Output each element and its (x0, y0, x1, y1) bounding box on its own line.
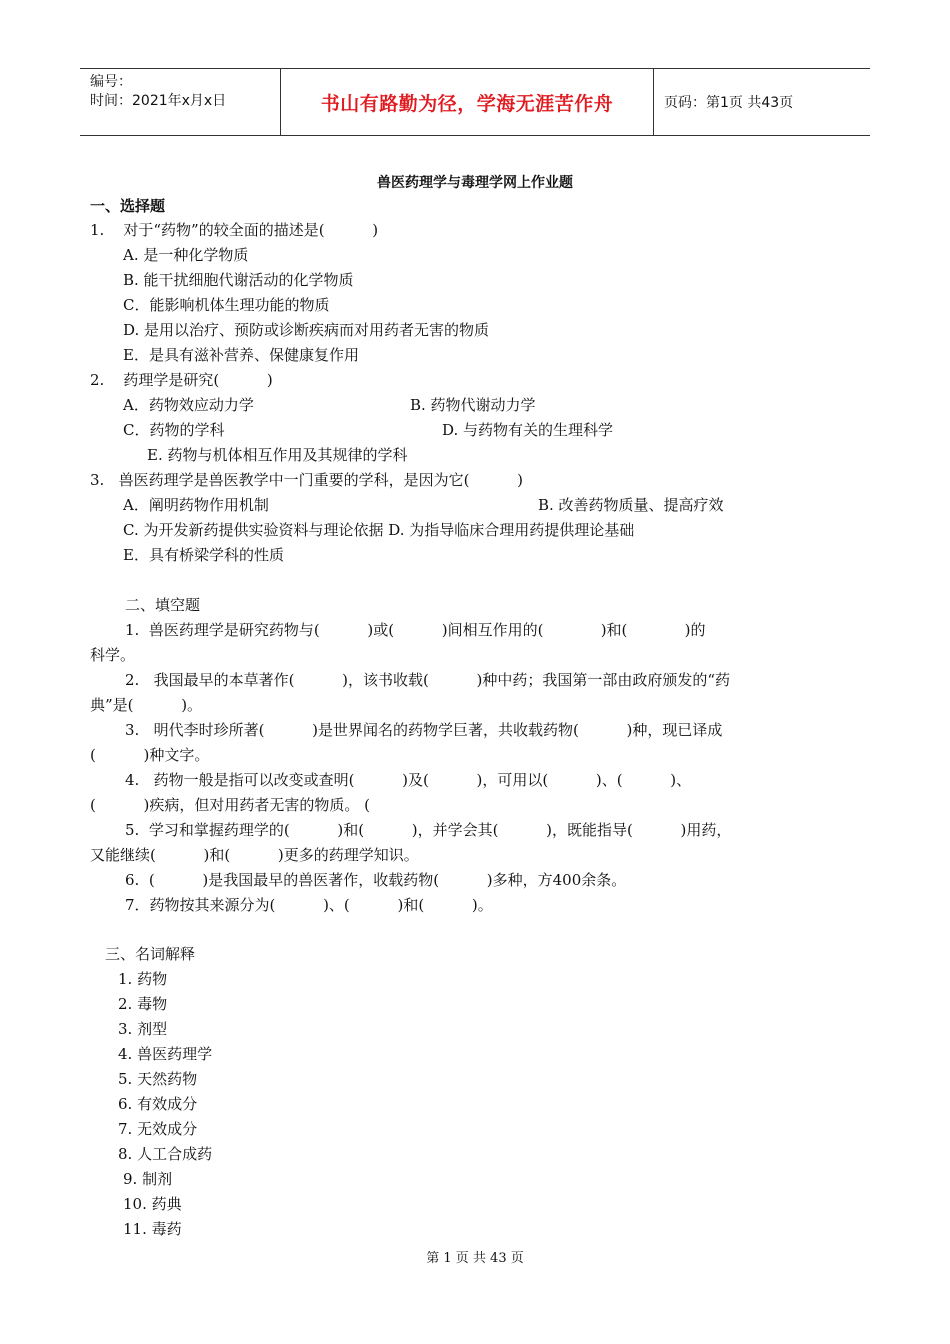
document-title: 兽医药理学与毒理学网上作业题 (377, 175, 573, 191)
term-item: 1. 药物 (118, 970, 168, 988)
time-label: 时间：2021年x月x日 (90, 93, 227, 109)
term-item: 3. 剂型 (118, 1020, 168, 1038)
fill-2-line-1: 2. 我国最早的本草著作( )，该书收载( )种中药；我国第一部由政府颁发的“药 (125, 671, 731, 689)
fill-1-line-2: 科学。 (90, 646, 136, 664)
section-heading-terms: 三、名词解释 (105, 945, 196, 963)
fill-4-line-1: 4. 药物一般是指可以改变或查明( )及( )，可用以( )、( )、 (125, 771, 692, 789)
page-info: 页码：第1页 共43页 (664, 95, 794, 111)
fill-6: 6. ( )是我国最早的兽医著作，收载药物( )多种，方400余条。 (125, 871, 627, 889)
section-heading-choice: 一、选择题 (90, 197, 166, 215)
term-item: 9. 制剂 (123, 1170, 173, 1188)
fill-4-line-2: ( )疾病，但对用药者无害的物质。 ( (90, 796, 371, 814)
question-2-option-e: E. 药物与机体相互作用及其规律的学科 (147, 446, 408, 464)
question-1-option-c: C．能影响机体生理功能的物质 (123, 296, 330, 314)
term-item: 7. 无效成分 (118, 1120, 198, 1138)
fill-2-line-2: 典”是( )。 (90, 696, 203, 714)
fill-3-line-2: ( )种文字。 (90, 746, 210, 764)
fill-1-line-1: 1. 兽医药理学是研究药物与( )或( )间相互作用的( )和( )的 (125, 621, 706, 639)
question-3-option-cd: C. 为开发新药提供实验资料与理论依据 D. 为指导临床合理用药提供理论基础 (123, 521, 635, 539)
fill-3-line-1: 3. 明代李时珍所著( )是世界闻名的药物学巨著，共收载药物( )种，现已译成 (125, 721, 723, 739)
term-item: 6. 有效成分 (118, 1095, 198, 1113)
term-item: 4. 兽医药理学 (118, 1045, 213, 1063)
question-1-option-a: A. 是一种化学物质 (123, 246, 249, 264)
question-2-option-d: D. 与药物有关的生理科学 (442, 421, 614, 439)
question-1-option-d: D. 是用以治疗、预防或诊断疾病而对用药者无害的物质 (123, 321, 490, 339)
term-item: 11. 毒药 (123, 1220, 182, 1238)
question-2-option-a: A．药物效应动力学 (123, 396, 254, 414)
question-1-stem: 1. 对于“药物”的较全面的描述是( ) (90, 221, 379, 239)
fill-5-line-2: 又能继续( )和( )更多的药理学知识。 (90, 846, 419, 864)
fill-7: 7．药物按其来源分为( )、( )和( )。 (125, 896, 493, 914)
question-3-stem: 3. 兽医药理学是兽医教学中一门重要的学科，是因为它( ) (90, 471, 524, 489)
term-item: 8. 人工合成药 (118, 1145, 213, 1163)
page-footer: 第 1 页 共 43 页 (426, 1251, 524, 1266)
question-1-option-e: E．是具有滋补营养、保健康复作用 (123, 346, 359, 364)
question-3-option-b: B. 改善药物质量、提高疗效 (538, 496, 724, 514)
question-3-option-a: A．阐明药物作用机制 (123, 496, 269, 514)
term-item: 10. 药典 (123, 1195, 182, 1213)
motto: 书山有路勤为径，学海无涯苦作舟 (281, 69, 654, 135)
header-meta (80, 69, 281, 135)
term-item: 5. 天然药物 (118, 1070, 198, 1088)
page-header (80, 68, 870, 136)
question-3-option-e: E．具有桥梁学科的性质 (123, 546, 284, 564)
question-2-option-c: C．药物的学科 (123, 421, 225, 439)
question-2-stem: 2. 药理学是研究( ) (90, 371, 273, 389)
question-1-option-b: B. 能干扰细胞代谢活动的化学物质 (123, 271, 354, 289)
section-heading-fill: 二、填空题 (125, 596, 201, 614)
term-item: 2. 毒物 (118, 995, 168, 1013)
number-label: 编号： (90, 74, 132, 90)
question-2-option-b: B. 药物代谢动力学 (410, 396, 536, 414)
fill-5-line-1: 5. 学习和掌握药理学的( )和( )，并学会其( )，既能指导( )用药， (125, 821, 732, 839)
